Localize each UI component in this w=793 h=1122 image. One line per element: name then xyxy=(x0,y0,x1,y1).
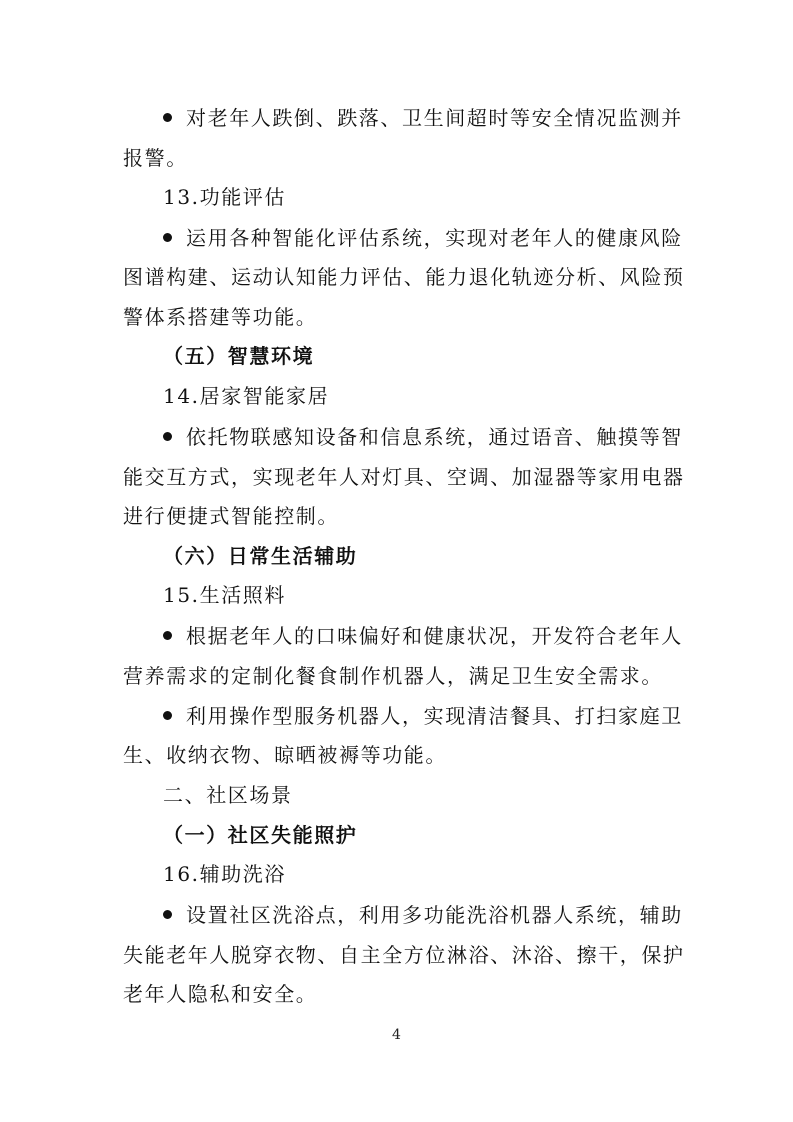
subsection-heading: （六）日常生活辅助 xyxy=(163,544,358,568)
section-heading: 15.生活照料 xyxy=(163,583,287,607)
bullet-icon xyxy=(163,910,172,919)
paragraph-line: 利用操作型服务机器人，实现清洁餐具、打扫家庭卫 xyxy=(163,702,675,730)
paragraph-line: 运用各种智能化评估系统，实现对老年人的健康风险 xyxy=(163,224,675,252)
paragraph-line: 对老年人跌倒、跌落、卫生间超时等安全情况监测并 xyxy=(163,104,675,132)
paragraph-line: 生、收纳衣物、晾晒被褥等功能。 xyxy=(123,743,447,767)
paragraph-line: 能交互方式，实现老年人对灯具、空调、加湿器等家用电器 xyxy=(123,465,685,489)
paragraph-line: 进行便捷式智能控制。 xyxy=(123,504,339,528)
paragraph-line: 警体系搭建等功能。 xyxy=(123,305,318,329)
page-number: 4 xyxy=(392,1027,401,1043)
paragraph-line: 失能老年人脱穿衣物、自主全方位淋浴、沐浴、擦干，保护 xyxy=(123,943,685,967)
chapter-heading: 二、社区场景 xyxy=(163,783,293,807)
paragraph-line: 图谱构建、运动认知能力评估、能力退化轨迹分析、风险预 xyxy=(123,265,685,289)
paragraph-line: 老年人隐私和安全。 xyxy=(123,982,318,1006)
bullet-icon xyxy=(163,233,172,242)
paragraph-line: 报警。 xyxy=(123,146,188,170)
paragraph-line: 营养需求的定制化餐食制作机器人，满足卫生安全需求。 xyxy=(123,664,663,688)
bullet-icon xyxy=(163,711,172,720)
paragraph-line: 依托物联感知设备和信息系统，通过语音、触摸等智 xyxy=(163,423,675,451)
paragraph-line: 根据老年人的口味偏好和健康状况，开发符合老年人 xyxy=(163,622,675,650)
bullet-icon xyxy=(163,432,172,441)
section-heading: 13.功能评估 xyxy=(163,185,287,209)
subsection-heading: （五）智慧环境 xyxy=(163,344,315,368)
paragraph-line: 设置社区洗浴点，利用多功能洗浴机器人系统，辅助 xyxy=(163,901,675,929)
subsection-heading: （一）社区失能照护 xyxy=(163,823,358,847)
section-heading: 16.辅助洗浴 xyxy=(163,862,287,886)
section-heading: 14.居家智能家居 xyxy=(163,384,330,408)
bullet-icon xyxy=(163,631,172,640)
bullet-icon xyxy=(163,113,172,122)
